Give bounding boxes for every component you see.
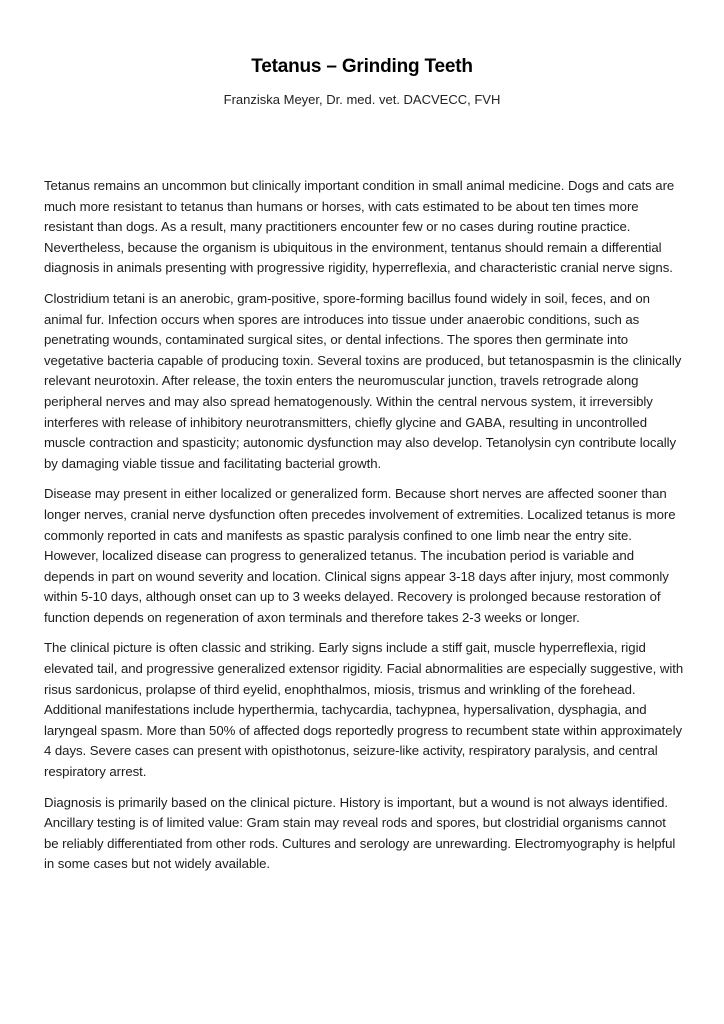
document-title: Tetanus – Grinding Teeth (251, 55, 473, 77)
paragraph-introduction: Tetanus remains an uncommon but clinically important condition in small animal medicine. Dogs and cats are much more resistant to tetanus than humans or horses, with cats estimated to be about ten times more resistant than dogs. As a result, many practitioners encounter few or no cases during routine practice. Nevertheless, because the organism is ubiquitous in the environment, tentanus should remain a differential diagnosis in animals presenting with progressive rigidity, hyperreflexia, and characteristic cranial nerve signs. (44, 178, 675, 276)
paragraph-clinical-picture: The clinical picture is often classic and striking. Early signs include a stiff gait, muscle hyperreflexia, rigid elevated tail, and progressive generalized extensor rigidity. Facial abnormalities are especially suggestive, with risus sardonicus, prolapse of third eyelid, enophthalmos, miosis, trismus and wrinkling of the forehead. Additional manifestations include hyperthermia, tachycardia, tachypnea, hypersalivation, dysphagia, and laryngeal spasm. More than 50% of affected dogs reportedly progress to recumbent state within approximately 4 days. Severe cases can present with opisthotonus, seizure-like activity, respiratory paralysis, and central respiratory arrest. (44, 640, 684, 780)
paragraph-diagnosis: Diagnosis is primarily based on the clinical picture. History is important, but a wound is not always identified. Ancillary testing is of limited value: Gram stain may reveal rods and spores, but clostridial organisms cannot be reliably differentiated from other rods. Cultures and serology are unrewarding. Electromyography is helpful in some cases but not widely available. (44, 794, 676, 872)
document-author: Franziska Meyer, Dr. med. vet. DACVECC, FVH (223, 92, 501, 107)
document-body (44, 176, 684, 885)
paragraph-pathogenesis: Clostridium tetani is an anerobic, gram-positive, spore-forming bacillus found widely in soil, feces, and on animal fur. Infection occurs when spores are introduces into tissue under anaerobic conditions, such as penetrating wounds, contaminated surgical sites, or dental infections. The spores then germinate into vegetative bacteria capable of producing toxin. Several toxins are produced, but tetanospasmin is the clinically relevant neurotoxin. After release, the toxin enters the neuromuscular junction, travels retrograde along peripheral nerves and may also spread hematogenously. Within the central nervous system, it irreversibly interferes with release of inhibitory neurotransmitters, chiefly glycine and GABA, resulting in uncontrolled muscle contraction and spasticity; autonomic dysfunction may also develop. Tetanolysin cyn contribute locally by damaging viable tissue and facilitating bacterial growth. (44, 290, 682, 471)
paragraph-disease-forms: Disease may present in either localized or generalized form. Because short nerves are affected sooner than longer nerves, cranial nerve dysfunction often precedes involvement of extremities. Localized tetanus is more commonly reported in cats and manifests as spastic paralysis confined to one limb near the entry site. However, localized disease can progress to generalized tetanus. The incubation period is variable and depends in part on wound severity and location. Clinical signs appear 3-18 days after injury, most commonly within 5-10 days, although onset can up to 3 weeks delayed. Recovery is prolonged because restoration of function depends on regeneration of axon terminals and therefore takes 2-3 weeks or longer. (44, 486, 676, 625)
